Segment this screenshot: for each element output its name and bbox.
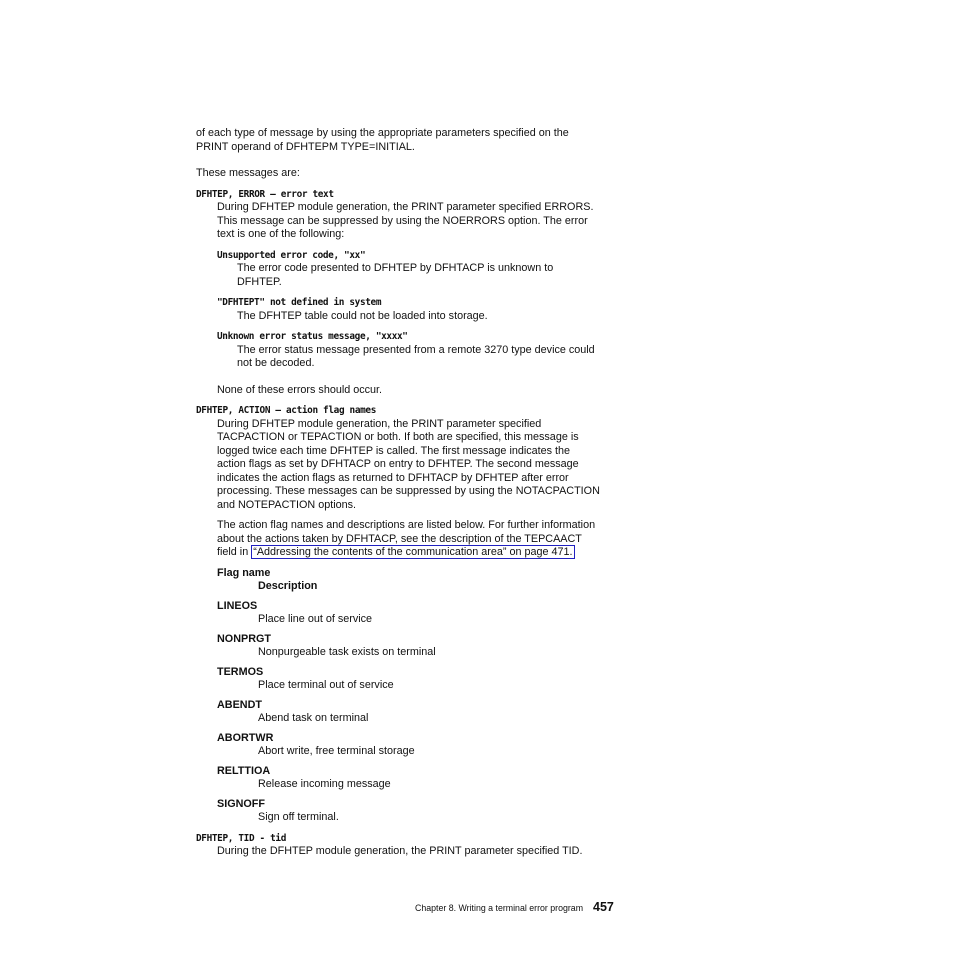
error-item-desc: The error status message presented from a remote 3270 type device could bbox=[237, 343, 595, 356]
msg-error-title: DFHTEP, ERROR – error text bbox=[196, 188, 334, 200]
flag-description: Place terminal out of service bbox=[258, 679, 394, 691]
error-item-desc: DFHTEP. bbox=[237, 275, 282, 288]
msg-error-body bbox=[217, 201, 636, 397]
page-footer bbox=[415, 900, 614, 915]
msg-error-line: This message can be suppressed by using the NOERRORS option. The error bbox=[217, 214, 588, 227]
msg-action-line: logged twice each time DFHTEP is called. The first message indicates the bbox=[217, 444, 571, 457]
msg-action-line: During DFHTEP module generation, the PRINT parameter specified bbox=[217, 417, 542, 430]
flag-name: SIGNOFF bbox=[217, 797, 265, 810]
msg-action-body bbox=[217, 418, 636, 825]
error-item-title: Unsupported error code, "xx" bbox=[217, 249, 366, 261]
cross-reference-link[interactable]: “Addressing the contents of the communication area” on page 471. bbox=[253, 546, 573, 558]
flag-name: ABORTWR bbox=[217, 731, 274, 744]
flag-name: LINEOS bbox=[217, 599, 258, 612]
description-header: Description bbox=[258, 580, 318, 592]
msg-action-p2-line bbox=[217, 546, 636, 560]
flag-name: RELTTIOA bbox=[217, 764, 271, 777]
intro-these-messages: These messages are: bbox=[196, 167, 300, 179]
msg-action-line: and NOTEPACTION options. bbox=[217, 498, 357, 511]
msg-action-title: DFHTEP, ACTION – action flag names bbox=[196, 405, 377, 416]
msg-action-p2-line: about the actions taken by DFHTACP, see the description of the TEPCAACT bbox=[217, 532, 582, 545]
msg-action-line: indicates the action flags as returned to DFHTACP by DFHTEP after error bbox=[217, 471, 569, 484]
intro-line-2: PRINT operand of DFHTEPM TYPE=INITIAL. bbox=[196, 140, 415, 153]
flag-name-header: Flag name bbox=[217, 566, 271, 579]
document-body bbox=[196, 127, 636, 859]
msg-tid-line: During the DFHTEP module generation, the PRINT parameter specified TID. bbox=[217, 845, 583, 857]
page-number: 457 bbox=[593, 900, 614, 914]
msg-error-none: None of these errors should occur. bbox=[217, 383, 383, 396]
msg-tid-title: DFHTEP, TID - tid bbox=[196, 832, 287, 844]
error-item-desc: The error code presented to DFHTEP by DFHTACP is unknown to bbox=[237, 262, 554, 274]
msg-action-line: action flags as set by DFHTACP on entry to DFHTEP. The second message bbox=[217, 458, 579, 470]
error-item-desc: not be decoded. bbox=[237, 357, 315, 369]
flag-name: TERMOS bbox=[217, 665, 264, 678]
flag-name: ABENDT bbox=[217, 698, 262, 711]
flag-description: Release incoming message bbox=[258, 778, 391, 790]
msg-action-p2-prefix: field in bbox=[217, 546, 252, 558]
error-item-title: "DFHTEPT" not defined in system bbox=[217, 297, 382, 308]
flag-description: Nonpurgeable task exists on terminal bbox=[258, 646, 436, 658]
msg-error-line: During DFHTEP module generation, the PRINT parameter specified ERRORS. bbox=[217, 201, 594, 213]
flag-description: Abort write, free terminal storage bbox=[258, 745, 415, 757]
error-item-title: Unknown error status message, "xxxx" bbox=[217, 331, 408, 342]
flag-description: Sign off terminal. bbox=[258, 811, 339, 823]
flag-description: Place line out of service bbox=[258, 613, 373, 625]
chapter-title: Chapter 8. Writing a terminal error program bbox=[415, 903, 584, 913]
msg-error-line: text is one of the following: bbox=[217, 228, 345, 240]
msg-action-line: TACPACTION or TEPACTION or both. If both are specified, this message is bbox=[217, 431, 579, 443]
flag-name: NONPRGT bbox=[217, 632, 271, 645]
error-item-desc: The DFHTEP table could not be loaded into storage. bbox=[237, 309, 488, 322]
intro-line-1: of each type of message by using the appropriate parameters specified on the bbox=[196, 127, 569, 139]
flag-description: Abend task on terminal bbox=[258, 712, 369, 724]
msg-action-line: processing. These messages can be suppressed by using the NOTACPACTION bbox=[217, 485, 600, 497]
msg-action-p2-line: The action flag names and descriptions are listed below. For further information bbox=[217, 519, 596, 531]
